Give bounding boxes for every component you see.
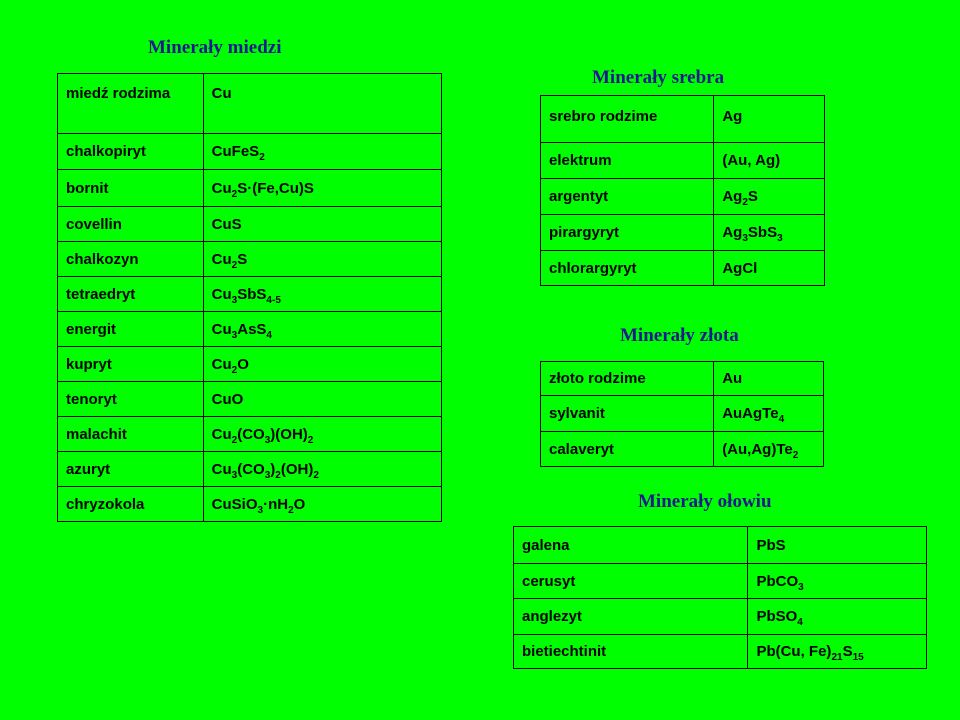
mineral-formula: PbCO$_3$: [748, 564, 927, 599]
mineral-name: energit: [58, 312, 204, 347]
table-row: [541, 396, 824, 432]
mineral-name: kupryt: [58, 347, 204, 382]
mineral-formula: $Cu_2O$: [203, 347, 441, 382]
mineral-formula: Ag: [714, 96, 825, 143]
table-row: [58, 242, 442, 277]
table-row: [541, 143, 825, 179]
table-row: [58, 347, 442, 382]
mineral-name: chryzokola: [58, 487, 204, 522]
table-row: [58, 74, 442, 134]
mineral-name: złoto rodzime: [541, 362, 714, 396]
mineral-formula: $Ag_3SbS_3$: [714, 215, 825, 251]
mineral-formula: Cu: [203, 74, 441, 134]
mineral-name: malachit: [58, 417, 204, 452]
mineral-name: azuryt: [58, 452, 204, 487]
table-row: [58, 487, 442, 522]
mineral-name: calaveryt: [541, 432, 714, 467]
mineral-formula: $Cu_2S$: [203, 242, 441, 277]
table-row: [541, 179, 825, 215]
mineral-name: chalkopiryt: [58, 134, 204, 170]
table-row: [58, 312, 442, 347]
table-row: [541, 432, 824, 467]
table-row: [58, 207, 442, 242]
mineral-name: tetraedryt: [58, 277, 204, 312]
mineral-name: galena: [514, 527, 748, 564]
mineral-formula: Pb(Cu, $Fe)_{21}S_{15}$: [748, 635, 927, 669]
table-row: [541, 215, 825, 251]
lead-table: [513, 526, 927, 669]
table-row: [58, 452, 442, 487]
mineral-formula: CuO: [203, 382, 441, 417]
mineral-name: bietiechtinit: [514, 635, 748, 669]
mineral-name: chalkozyn: [58, 242, 204, 277]
mineral-name: pirargyryt: [541, 215, 714, 251]
mineral-formula: CuFeS$_2$: [203, 134, 441, 170]
mineral-formula: $Cu_3AsS_4$: [203, 312, 441, 347]
mineral-formula: PbSO$_4$: [748, 599, 927, 635]
table-row: [541, 362, 824, 396]
mineral-formula: $Cu_3SbS_{4-5}$: [203, 277, 441, 312]
table-row: [58, 277, 442, 312]
mineral-formula: $Cu_2S\cdot(Fe,Cu)S$: [203, 170, 441, 207]
mineral-name: miedź rodzima: [58, 74, 204, 134]
mineral-name: anglezyt: [514, 599, 748, 635]
silver-heading: Minerały srebra: [592, 67, 725, 88]
copper-table: [57, 73, 442, 522]
mineral-formula: PbS: [748, 527, 927, 564]
mineral-name: elektrum: [541, 143, 714, 179]
mineral-name: sylvanit: [541, 396, 714, 432]
mineral-name: chlorargyryt: [541, 251, 714, 286]
mineral-name: covellin: [58, 207, 204, 242]
mineral-formula: CuS: [203, 207, 441, 242]
mineral-name: srebro rodzime: [541, 96, 714, 143]
mineral-name: argentyt: [541, 179, 714, 215]
mineral-name: tenoryt: [58, 382, 204, 417]
gold-table: [540, 361, 824, 467]
table-row: [58, 417, 442, 452]
mineral-formula: $Cu_3(CO_3)_2(OH)_2$: [203, 452, 441, 487]
gold-heading: Minerały złota: [620, 325, 739, 346]
mineral-formula: $(Au,Ag)Te_2$: [714, 432, 824, 467]
table-row: [541, 96, 825, 143]
mineral-formula: $CuSiO_3\cdot nH_2O$: [203, 487, 441, 522]
mineral-formula: AuAgTe$_4$: [714, 396, 824, 432]
mineral-formula: Au: [714, 362, 824, 396]
table-row: [514, 635, 927, 669]
mineral-formula: (Au, Ag): [714, 143, 825, 179]
mineral-formula: AgCl: [714, 251, 825, 286]
table-row: [541, 251, 825, 286]
copper-heading: Minerały miedzi: [148, 37, 282, 58]
mineral-name: cerusyt: [514, 564, 748, 599]
table-row: [58, 170, 442, 207]
silver-table: [540, 95, 825, 286]
mineral-formula: $Cu_2(CO_3)(OH)_2$: [203, 417, 441, 452]
table-row: [514, 564, 927, 599]
mineral-name: bornit: [58, 170, 204, 207]
table-row: [58, 134, 442, 170]
lead-heading: Minerały ołowiu: [638, 491, 772, 512]
mineral-formula: $Ag_2S$: [714, 179, 825, 215]
table-row: [514, 527, 927, 564]
table-row: [58, 382, 442, 417]
table-row: [514, 599, 927, 635]
